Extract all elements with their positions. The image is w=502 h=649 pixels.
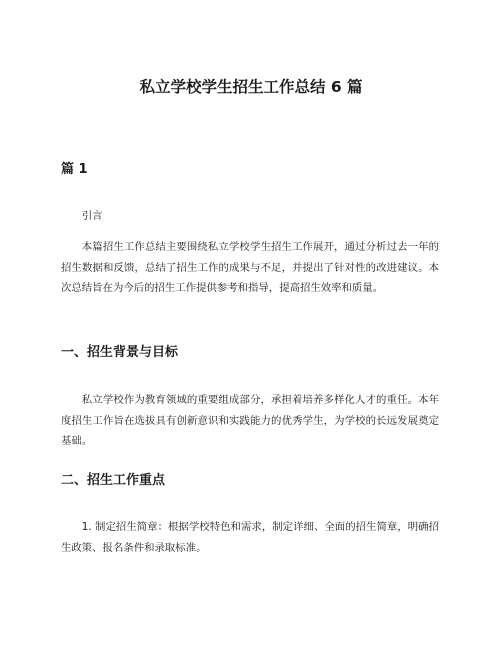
intro-paragraph: 本篇招生工作总结主要围绕私立学校学生招生工作展开，通过分析过去一年的招生数据和反馈，总结了招生工作的成果与不足，并提出了针对性的改进建议。本次总结旨在为今后的招生工作提供参考和指导，提高招生效率和质量。	[61, 241, 439, 295]
document-title: 私立学校学生招生工作总结 6 篇	[139, 78, 363, 96]
part-label: 篇 1	[61, 162, 88, 177]
section-heading-background: 一、招生背景与目标	[61, 345, 179, 360]
section-heading-focus: 二、招生工作重点	[61, 473, 166, 488]
section-paragraph-background: 私立学校作为教育领域的重要组成部分，承担着培养多样化人才的重任。本年度招生工作旨在选拔具有创新意识和实践能力的优秀学生，为学校的长远发展奠定基础。	[61, 394, 439, 448]
list-item-admission-brochure: 1. 制定招生简章：根据学校特色和需求，制定详细、全面的招生简章，明确招生政策、报名条件和录取标准。	[61, 521, 439, 554]
intro-heading: 引言	[81, 210, 103, 222]
